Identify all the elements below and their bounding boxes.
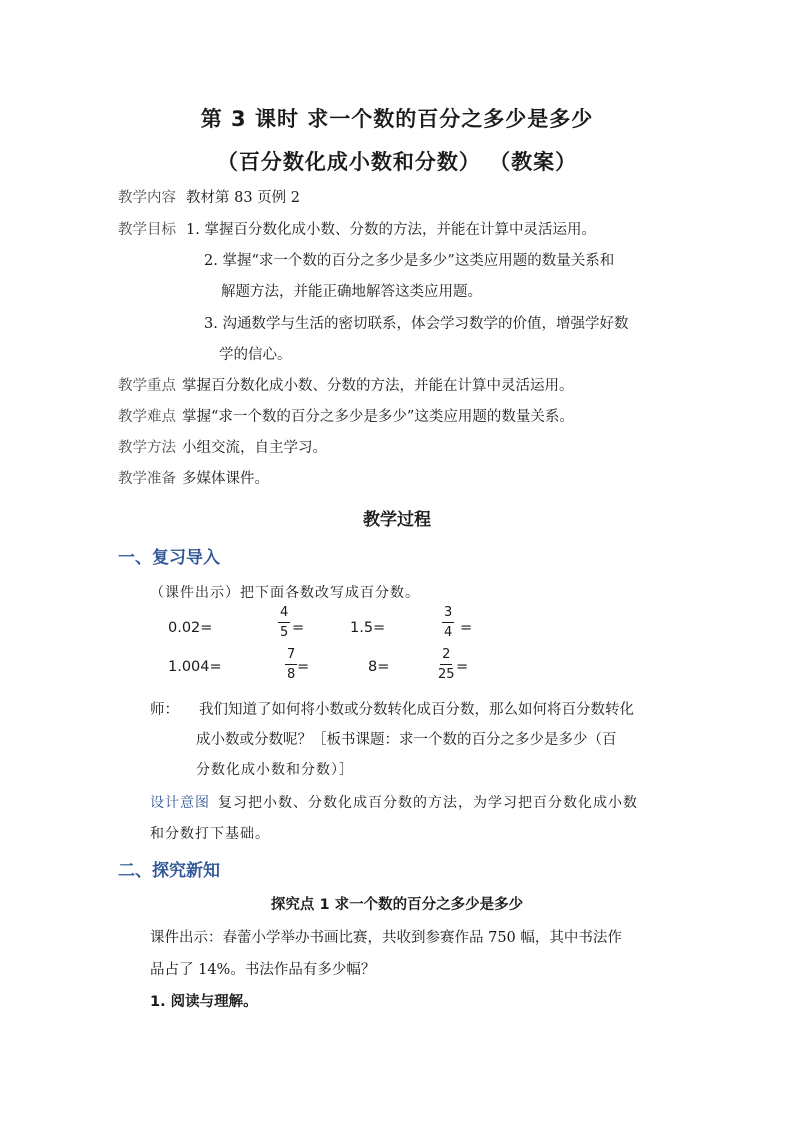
- section-explore-heading: 二、探究新知: [118, 861, 220, 881]
- fraction-denominator: 25: [438, 667, 455, 682]
- teacher-line-c: 分数化成小数和分数）］: [196, 762, 354, 778]
- explore-point-title: 探究点 1 求一个数的百分之多少是多少: [270, 897, 524, 913]
- method-label: 教学方法: [118, 440, 176, 456]
- step-1-heading: 1. 阅读与理解。: [150, 994, 258, 1010]
- key-text: 掌握百分数化成小数、分数的方法，并能在计算中灵活运用。: [182, 378, 574, 394]
- fraction-7-8: [285, 647, 297, 682]
- teacher-line-a: [150, 698, 634, 719]
- fraction-4-5: [278, 605, 290, 640]
- fraction-equals: =: [297, 659, 310, 675]
- goals-label: 教学目标: [118, 222, 176, 238]
- method-text: 小组交流，自主学习。: [182, 440, 327, 456]
- fraction-denominator: 8: [287, 667, 296, 682]
- teacher-label: 师：: [150, 702, 179, 718]
- content-label: 教学内容: [118, 190, 176, 206]
- prep-label: 教学准备: [118, 471, 176, 487]
- exercise-1-5: 1.5=: [350, 620, 386, 636]
- design-intent-line-b: 和分数打下基础。: [150, 826, 270, 842]
- fraction-denominator: 4: [444, 625, 453, 640]
- lesson-subtitle: （百分数化成小数和分数） （教案）: [216, 150, 578, 174]
- goal-2-line-b: 解题方法，并能正确地解答这类应用题。: [221, 284, 482, 300]
- exercise-0-02: 0.02=: [168, 620, 213, 636]
- fraction-numerator: 4: [278, 605, 290, 623]
- process-title: 教学过程: [363, 510, 431, 530]
- difficulty-text: 掌握“求一个数的百分之多少是多少”这类应用题的数量关系。: [182, 409, 574, 425]
- problem-line-b: 品占了 14%。书法作品有多少幅？: [150, 962, 376, 978]
- content-text: 教材第 83 页例 2: [186, 190, 301, 206]
- teaching-difficulty: [118, 405, 574, 426]
- fraction-3-4: [442, 605, 454, 640]
- fraction-equals: =: [292, 620, 305, 636]
- teacher-text-a: 我们知道了如何将小数或分数转化成百分数，那么如何将百分数转化: [199, 702, 634, 718]
- teaching-goals: [118, 218, 596, 239]
- fraction-equals: =: [456, 659, 469, 675]
- key-label: 教学重点: [118, 378, 176, 394]
- teaching-content: [118, 186, 300, 207]
- fraction-2-25: [438, 647, 455, 682]
- fraction-numerator: 3: [442, 605, 454, 623]
- goal-3-line-b: 学的信心。: [219, 347, 292, 363]
- teaching-method: [118, 436, 327, 457]
- problem-line-a: 课件出示：春蕾小学举办书画比赛，共收到参赛作品 750 幅，其中书法作: [150, 930, 622, 946]
- fraction-numerator: 2: [440, 647, 452, 665]
- difficulty-label: 教学难点: [118, 409, 176, 425]
- fraction-equals: =: [460, 620, 473, 636]
- goal-3-line-a: 3. 沟通数学与生活的密切联系，体会学习数学的价值，增强学好数: [204, 316, 629, 332]
- prep-text: 多媒体课件。: [182, 471, 269, 487]
- exercise-8: 8=: [368, 659, 390, 675]
- design-intent-label: 设计意图: [150, 795, 210, 811]
- teaching-key-point: [118, 374, 574, 395]
- section-review-heading: 一、复习导入: [118, 548, 220, 568]
- design-intent-text-a: 复习把小数、分数化成百分数的方法，为学习把百分数化成小数: [218, 795, 638, 811]
- exercise-1-004: 1.004=: [168, 659, 222, 675]
- fraction-numerator: 7: [285, 647, 297, 665]
- design-intent-line-a: [150, 792, 638, 812]
- teaching-preparation: [118, 467, 269, 488]
- teacher-line-b: 成小数或分数呢？［板书课题：求一个数的百分之多少是多少（百: [196, 732, 617, 748]
- review-task: （课件出示）把下面各数改写成百分数。: [150, 585, 420, 601]
- fraction-denominator: 5: [280, 625, 289, 640]
- goal-1: 1. 掌握百分数化成小数、分数的方法，并能在计算中灵活运用。: [186, 222, 596, 238]
- goal-2-line-a: 2. 掌握“求一个数的百分之多少是多少”这类应用题的数量关系和: [204, 253, 615, 269]
- lesson-title: 第 3 课时 求一个数的百分之多少是多少: [200, 107, 594, 131]
